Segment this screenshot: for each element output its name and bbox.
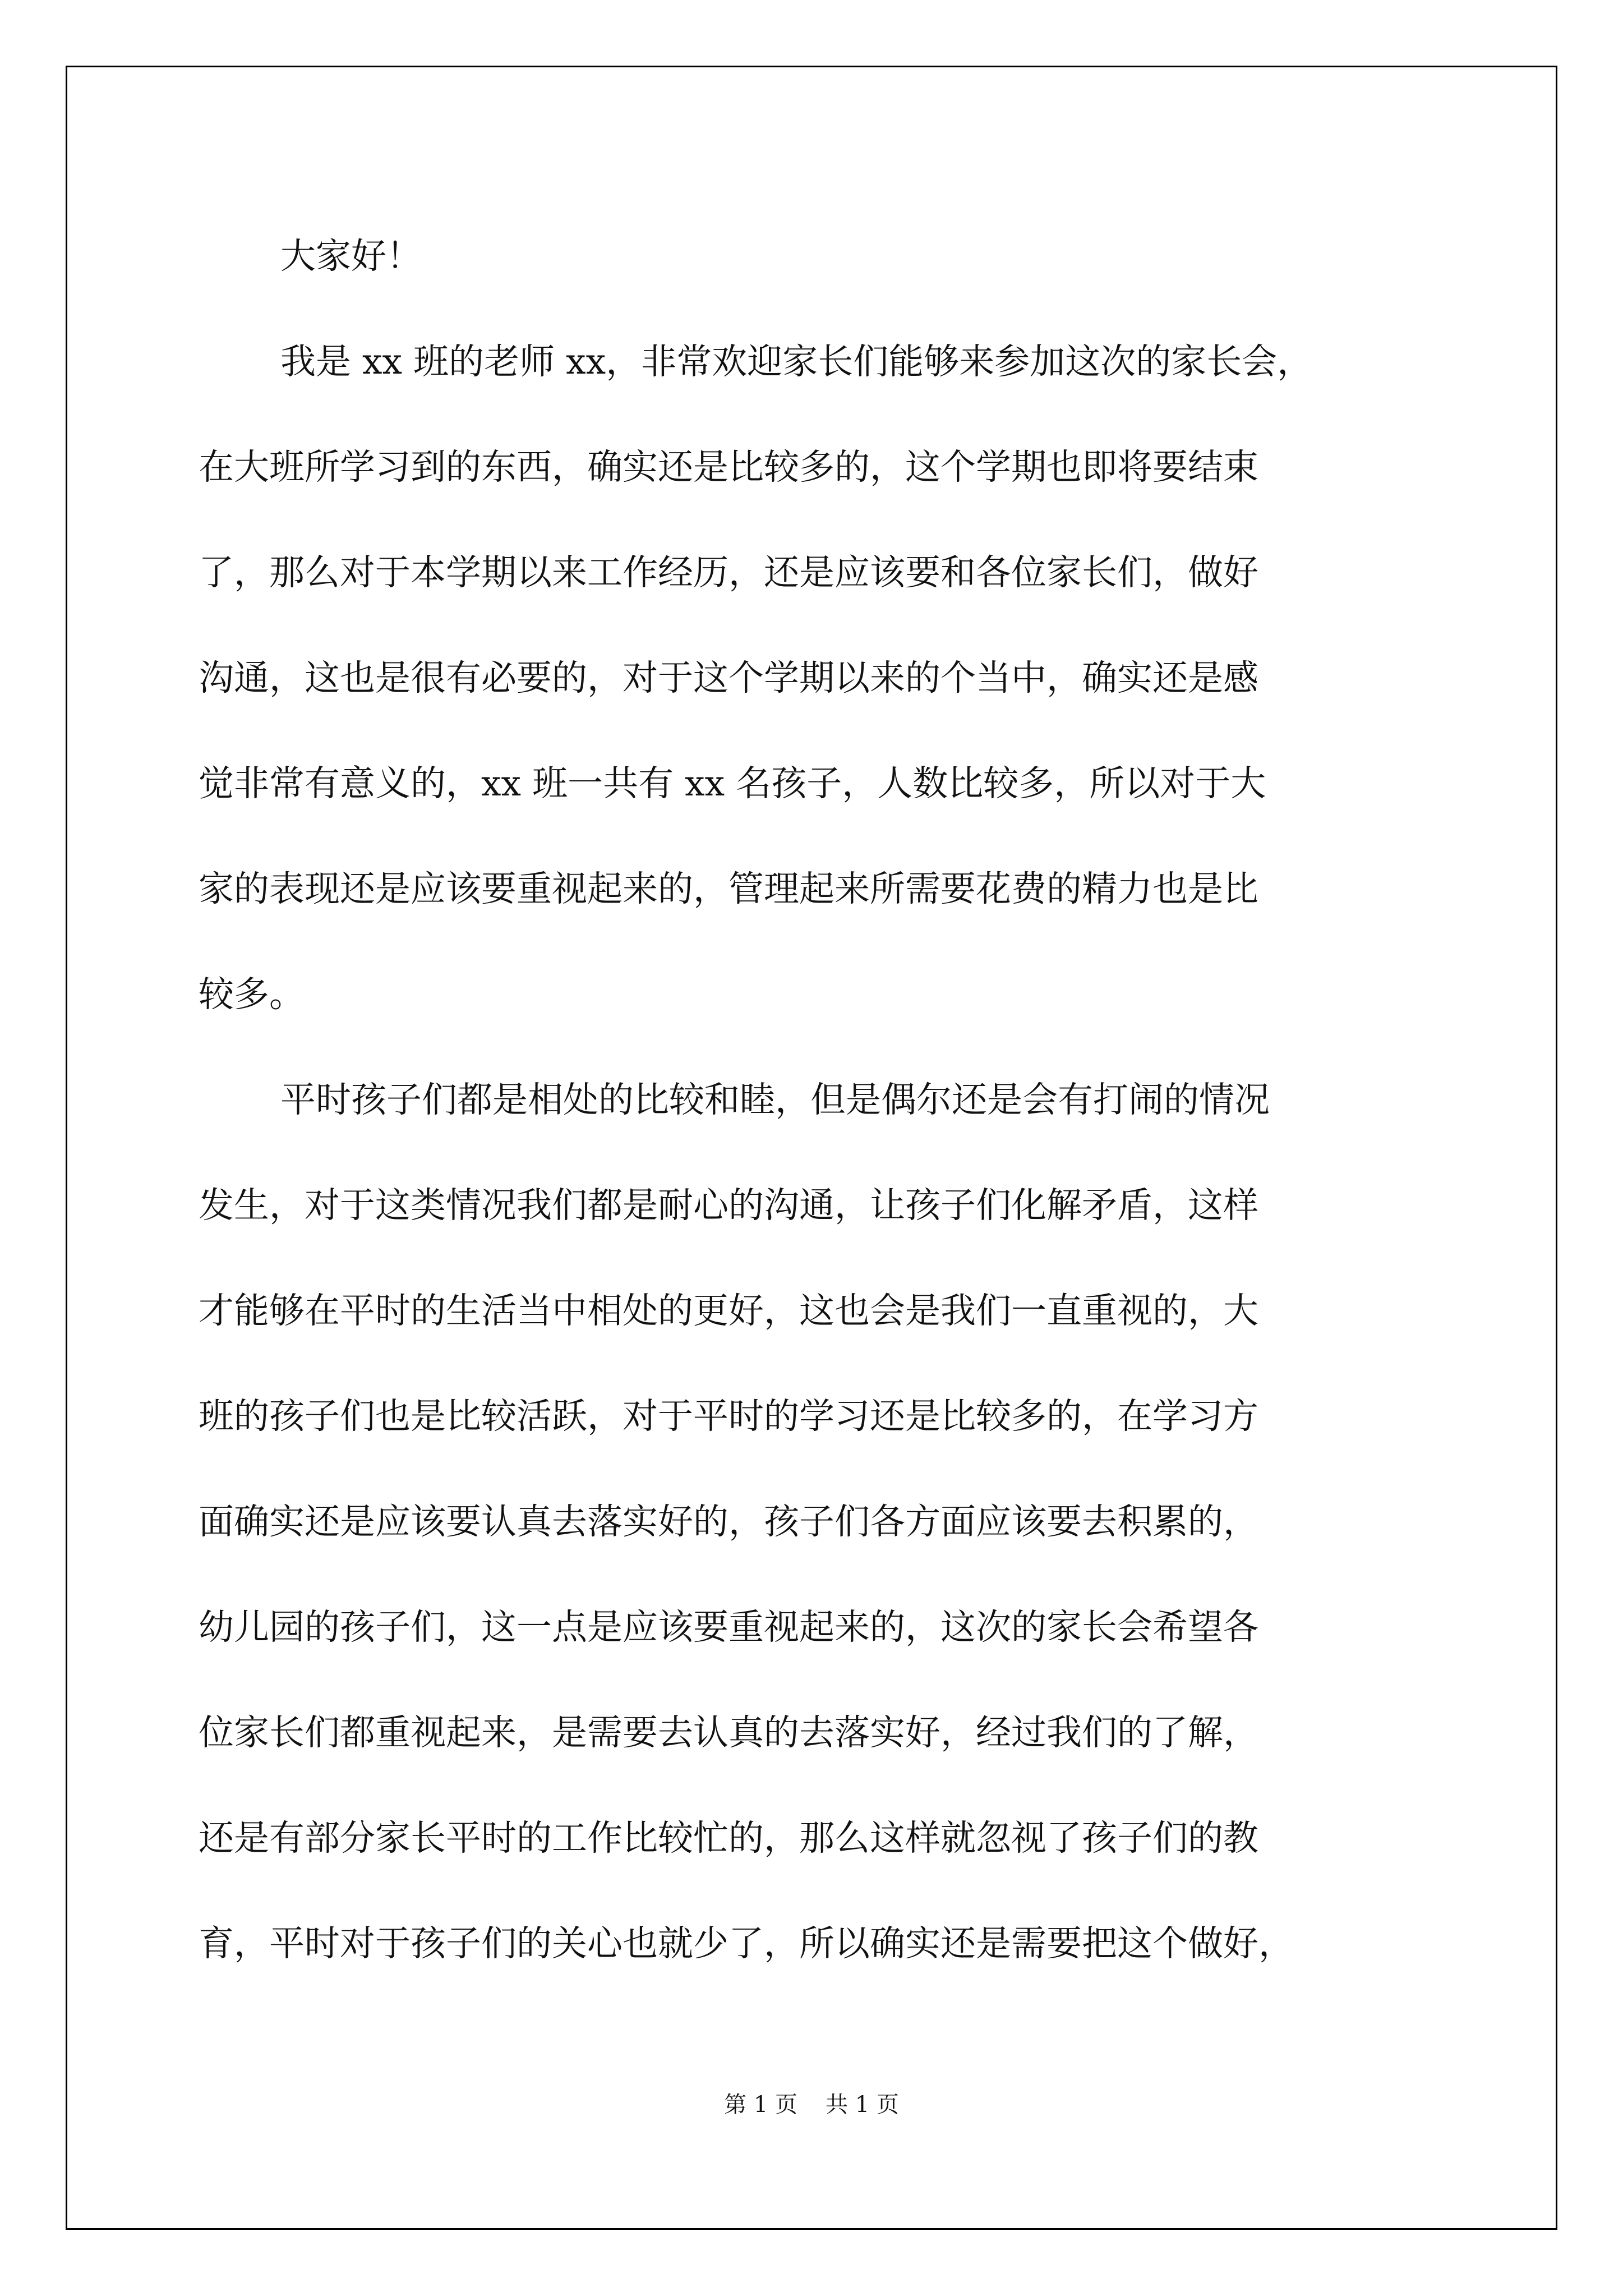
text-line: 觉非常有意义的，xx 班一共有 xx 名孩子，人数比较多，所以对于大: [199, 763, 1266, 804]
page-footer: [0, 2087, 1623, 2119]
page-number: 第 1 页: [724, 2092, 797, 2118]
text-line: 较多。: [199, 974, 305, 1015]
text-line: 沟通，这也是很有必要的，对于这个学期以来的个当中，确实还是感: [199, 657, 1258, 698]
text-line: 平时孩子们都是相处的比较和睦，但是偶尔还是会有打闹的情况: [280, 1079, 1270, 1120]
text-line: 在大班所学习到的东西，确实还是比较多的，这个学期也即将要结束: [199, 447, 1258, 487]
text-line: 才能够在平时的生活当中相处的更好，这也会是我们一直重视的，大: [199, 1290, 1258, 1331]
text-line: 位家长们都重视起来，是需要去认真的去落实好，经过我们的了解，: [199, 1712, 1258, 1753]
text-line: 班的孩子们也是比较活跃，对于平时的学习还是比较多的，在学习方: [199, 1396, 1258, 1437]
text-line: 发生，对于这类情况我们都是耐心的沟通，让孩子们化解矛盾，这样: [199, 1185, 1258, 1226]
page-total: 共 1 页: [826, 2092, 899, 2118]
text-line: 了，那么对于本学期以来工作经历，还是应该要和各位家长们，做好: [199, 552, 1258, 593]
document-body: [199, 204, 1432, 1996]
text-line: 幼儿园的孩子们，这一点是应该要重视起来的，这次的家长会希望各: [199, 1607, 1258, 1648]
text-line: 家的表现还是应该要重视起来的，管理起来所需要花费的精力也是比: [199, 868, 1258, 909]
text-line: 面确实还是应该要认真去落实好的，孩子们各方面应该要去积累的，: [199, 1501, 1258, 1542]
text-line: 育，平时对于孩子们的关心也就少了，所以确实还是需要把这个做好，: [199, 1923, 1294, 1964]
text-line: 大家好！: [280, 236, 422, 277]
text-line: 还是有部分家长平时的工作比较忙的，那么这样就忽视了孩子们的教: [199, 1818, 1258, 1858]
text-line: 我是 xx 班的老师 xx，非常欢迎家长们能够来参加这次的家长会，: [280, 341, 1313, 382]
